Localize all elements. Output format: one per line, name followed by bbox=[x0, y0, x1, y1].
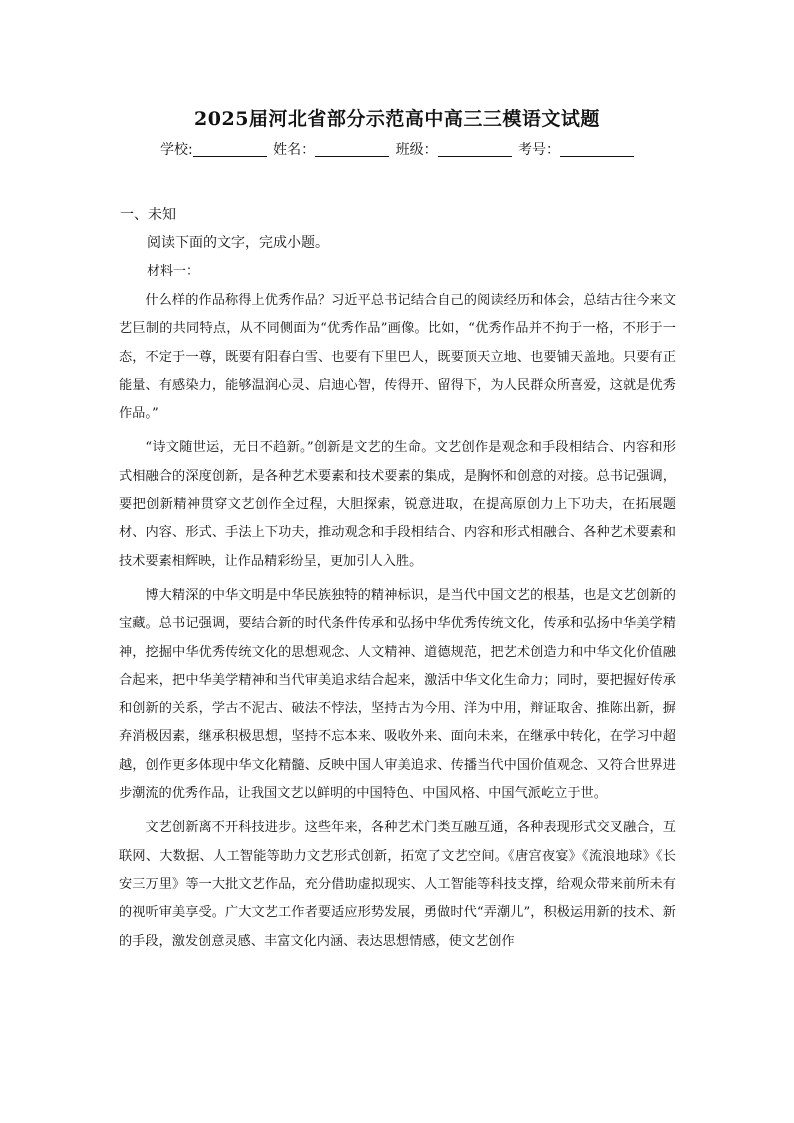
reading-passage bbox=[119, 287, 676, 962]
exam-number-blank[interactable] bbox=[560, 142, 634, 157]
student-info-line bbox=[0, 139, 794, 159]
exam-number-label: 考号： bbox=[518, 142, 561, 158]
paragraph: 博大精深的中华文明是中华民族独特的精神标识，是当代中国文艺的根基，也是文艺创新的宝藏。总书记强调，要结合新的时代条件传承和弘扬中华优秀传统文化，传承和弘扬中华美学精神，挖掘中华优秀传统文化的思想观念、人文精神、道德规范，把艺术创造力和中华文化价值融合起来，把中华美学精神和当代审美追求结合起来，激活中华文化生命力；同时，要把握好传承和创新的关系，学古不泥古、破法不悖法，坚持古为今用、洋为中用，辩证取舍、推陈出新，摒弃消极因素，继承积极思想，坚持不忘本来、吸收外来、面向未来，在继承中转化，在学习中超越，创作更多体现中华文化精髓、反映中国人审美追求、传播当代中国价值观念、又符合世界进步潮流的优秀作品，让我国文艺以鲜明的中国特色、中国风格、中国气派屹立于世。 bbox=[119, 587, 676, 802]
exam-title: 2025届河北省部分示范高中高三三模语文试题 bbox=[194, 108, 600, 130]
paragraph: “诗文随世运，无日不趋新。”创新是文艺的生命。文艺创作是观念和手段相结合、内容和形式相融合的深度创新，是各种艺术要素和技术要素的集成，是胸怀和创意的对接。总书记强调，要把创新精神贯穿文艺创作全过程，大胆探索，锐意进取，在提高原创力上下功夫，在拓展题材、内容、形式、手法上下功夫，推动观念和手段相结合、内容和形式相融合、各种艺术要素和技术要素相辉映，让作品精彩纷呈，更加引人入胜。 bbox=[119, 440, 676, 569]
class-blank[interactable] bbox=[438, 142, 512, 157]
school-field bbox=[160, 139, 267, 159]
school-blank[interactable] bbox=[193, 142, 267, 157]
class-label: 班级： bbox=[395, 142, 438, 158]
reading-instruction: 阅读下面的文字，完成小题。 bbox=[147, 235, 329, 251]
school-label: 学校: bbox=[159, 142, 193, 158]
name-label: 姓名： bbox=[273, 142, 316, 158]
name-blank[interactable] bbox=[315, 142, 389, 157]
section-heading: 一、未知 bbox=[120, 207, 176, 223]
class-field bbox=[396, 139, 512, 159]
name-field bbox=[273, 139, 389, 159]
paragraph: 什么样的作品称得上优秀作品？习近平总书记结合自己的阅读经历和体会，总结古往今来文艺巨制的共同特点，从不同侧面为“优秀作品”画像。比如，“优秀作品并不拘于一格，不形于一态，不定于一尊，既要有阳春白雪、也要有下里巴人，既要顶天立地、也要铺天盖地。只要有正能量、有感染力，能够温润心灵、启迪心智，传得开、留得下，为人民群众所喜爱，这就是优秀作品。” bbox=[119, 293, 676, 422]
material-label: 材料一： bbox=[147, 264, 200, 279]
exam-number-field bbox=[518, 139, 634, 159]
paragraph: 文艺创新离不开科技进步。这些年来，各种艺术门类互融互通，各种表现形式交叉融合，互联网、大数据、人工智能等助力文艺形式创新，拓宽了文艺空间。《唐宫夜宴》《流浪地球》《长安三万里》等一大批文艺作品，充分借助虚拟现实、人工智能等科技支撑，给观众带来前所未有的视听审美享受。广大文艺工作者要适应形势发展，勇做时代“弄潮儿”，积极运用新的技术、新的手段，激发创意灵感、丰富文化内涵、表达思想情感，使文艺创作 bbox=[119, 820, 676, 949]
